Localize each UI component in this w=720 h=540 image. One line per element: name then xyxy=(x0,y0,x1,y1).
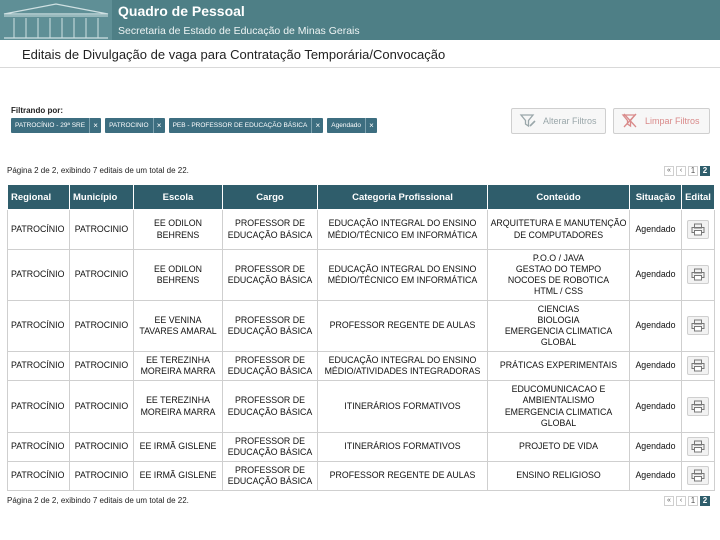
cell-conteudo: ENSINO RELIGIOSO xyxy=(488,462,630,491)
remove-filter-icon[interactable]: × xyxy=(311,118,323,133)
cell-regional: PATROCÍNIO xyxy=(8,462,70,491)
cell-categoria: EDUCAÇÃO INTEGRAL DO ENSINO MÉDIO/TÉCNICO EM INFORMÁTICA xyxy=(318,210,488,250)
cell-municipio: PATROCINIO xyxy=(70,433,134,462)
prev-page-button[interactable]: ‹ xyxy=(676,166,686,176)
cell-categoria: EDUCAÇÃO INTEGRAL DO ENSINO MÉDIO/ATIVIDADES INTEGRADORAS xyxy=(318,352,488,381)
pagination-top xyxy=(664,166,710,176)
cell-categoria: ITINERÁRIOS FORMATIVOS xyxy=(318,433,488,462)
filter-chip-label: PEB - PROFESSOR DE EDUCAÇÃO BÁSICA xyxy=(172,122,308,129)
printer-icon[interactable] xyxy=(687,437,709,456)
col-categoria[interactable]: Categoria Profissional xyxy=(318,185,488,210)
col-situacao[interactable]: Situação xyxy=(630,185,682,210)
cell-situacao: Agendado xyxy=(630,433,682,462)
printer-icon[interactable] xyxy=(687,356,709,375)
printer-icon[interactable] xyxy=(687,397,709,416)
cell-cargo: PROFESSOR DE EDUCAÇÃO BÁSICA xyxy=(223,381,318,433)
cell-edital xyxy=(682,433,715,462)
cell-cargo: PROFESSOR DE EDUCAÇÃO BÁSICA xyxy=(223,433,318,462)
cell-situacao: Agendado xyxy=(630,301,682,352)
cell-conteudo: PROJETO DE VIDA xyxy=(488,433,630,462)
cell-edital xyxy=(682,381,715,433)
page-2-button[interactable]: 2 xyxy=(700,496,710,506)
cell-cargo: PROFESSOR DE EDUCAÇÃO BÁSICA xyxy=(223,352,318,381)
cell-escola: EE VENINA TAVARES AMARAL xyxy=(134,301,223,352)
cell-edital xyxy=(682,462,715,491)
cell-regional: PATROCÍNIO xyxy=(8,210,70,250)
col-conteudo[interactable]: Conteúdo xyxy=(488,185,630,210)
first-page-button[interactable]: « xyxy=(664,166,674,176)
cell-edital xyxy=(682,250,715,301)
col-cargo[interactable]: Cargo xyxy=(223,185,318,210)
prev-page-button[interactable]: ‹ xyxy=(676,496,686,506)
cell-escola: EE IRMÃ GISLENE xyxy=(134,462,223,491)
cell-municipio: PATROCINIO xyxy=(70,301,134,352)
cell-escola: EE TEREZINHA MOREIRA MARRA xyxy=(134,381,223,433)
cell-categoria: ITINERÁRIOS FORMATIVOS xyxy=(318,381,488,433)
table-row xyxy=(8,381,715,433)
building-logo-icon xyxy=(0,0,112,40)
col-municipio[interactable]: Município xyxy=(70,185,134,210)
title-divider xyxy=(0,67,720,68)
col-regional[interactable]: Regional xyxy=(8,185,70,210)
table-row xyxy=(8,433,715,462)
cell-regional: PATROCÍNIO xyxy=(8,250,70,301)
cell-municipio: PATROCINIO xyxy=(70,250,134,301)
cell-situacao: Agendado xyxy=(630,462,682,491)
cell-municipio: PATROCINIO xyxy=(70,210,134,250)
clear-filters-button[interactable] xyxy=(613,108,710,134)
filter-chip-situacao xyxy=(327,118,377,133)
cell-escola: EE ODILON BEHRENS xyxy=(134,210,223,250)
pagination-info-bottom: Página 2 de 2, exibindo 7 editais de um total de 22. xyxy=(7,496,189,505)
page-1-button[interactable]: 1 xyxy=(688,496,698,506)
cell-situacao: Agendado xyxy=(630,381,682,433)
cell-conteudo: ARQUITETURA E MANUTENÇÃO DE COMPUTADORES xyxy=(488,210,630,250)
printer-icon[interactable] xyxy=(687,466,709,485)
filter-edit-icon xyxy=(519,112,537,130)
remove-filter-icon[interactable]: × xyxy=(153,118,165,133)
cell-edital xyxy=(682,352,715,381)
page-2-button[interactable]: 2 xyxy=(700,166,710,176)
filter-clear-icon xyxy=(621,112,639,130)
filter-chips xyxy=(11,118,377,133)
filter-chip-regional xyxy=(11,118,101,133)
cell-escola: EE ODILON BEHRENS xyxy=(134,250,223,301)
cell-categoria: PROFESSOR REGENTE DE AULAS xyxy=(318,462,488,491)
filter-chip-cargo xyxy=(169,118,324,133)
cell-cargo: PROFESSOR DE EDUCAÇÃO BÁSICA xyxy=(223,250,318,301)
cell-cargo: PROFESSOR DE EDUCAÇÃO BÁSICA xyxy=(223,301,318,352)
cell-edital xyxy=(682,301,715,352)
table-row xyxy=(8,462,715,491)
table-row xyxy=(8,301,715,352)
site-header xyxy=(0,0,720,40)
cell-regional: PATROCÍNIO xyxy=(8,381,70,433)
pagination-bottom xyxy=(664,496,710,506)
cell-conteudo: EDUCOMUNICACAO E AMBIENTALISMO EMERGENCIA CLIMATICA GLOBAL xyxy=(488,381,630,433)
cell-situacao: Agendado xyxy=(630,210,682,250)
cell-categoria: EDUCAÇÃO INTEGRAL DO ENSINO MÉDIO/TÉCNICO EM INFORMÁTICA xyxy=(318,250,488,301)
page-1-button[interactable]: 1 xyxy=(688,166,698,176)
table-header-row xyxy=(8,185,715,210)
col-escola[interactable]: Escola xyxy=(134,185,223,210)
cell-situacao: Agendado xyxy=(630,352,682,381)
col-edital: Edital xyxy=(682,185,715,210)
alter-filters-label: Alterar Filtros xyxy=(543,116,597,126)
first-page-button[interactable]: « xyxy=(664,496,674,506)
cell-cargo: PROFESSOR DE EDUCAÇÃO BÁSICA xyxy=(223,210,318,250)
table-row xyxy=(8,210,715,250)
printer-icon[interactable] xyxy=(687,316,709,335)
cell-conteudo: PRÁTICAS EXPERIMENTAIS xyxy=(488,352,630,381)
cell-municipio: PATROCINIO xyxy=(70,462,134,491)
cell-escola: EE TEREZINHA MOREIRA MARRA xyxy=(134,352,223,381)
editais-table xyxy=(7,184,715,491)
page-title: Editais de Divulgação de vaga para Contratação Temporária/Convocação xyxy=(22,47,446,62)
header-title: Quadro de Pessoal xyxy=(118,3,245,19)
filter-label: Filtrando por: xyxy=(11,106,63,115)
remove-filter-icon[interactable]: × xyxy=(89,118,101,133)
cell-cargo: PROFESSOR DE EDUCAÇÃO BÁSICA xyxy=(223,462,318,491)
cell-municipio: PATROCINIO xyxy=(70,352,134,381)
cell-regional: PATROCÍNIO xyxy=(8,433,70,462)
filter-chip-label: PATROCINIO xyxy=(109,122,149,129)
printer-icon[interactable] xyxy=(687,220,709,239)
alter-filters-button[interactable] xyxy=(511,108,606,134)
cell-municipio: PATROCINIO xyxy=(70,381,134,433)
filter-chip-label: PATROCÍNIO - 29ª SRE xyxy=(15,122,86,129)
cell-escola: EE IRMÃ GISLENE xyxy=(134,433,223,462)
cell-edital xyxy=(682,210,715,250)
pagination-info-top: Página 2 de 2, exibindo 7 editais de um total de 22. xyxy=(7,166,189,175)
cell-conteudo: P.O.O / JAVA GESTAO DO TEMPO NOCOES DE ROBOTICA HTML / CSS xyxy=(488,250,630,301)
cell-categoria: PROFESSOR REGENTE DE AULAS xyxy=(318,301,488,352)
table-row xyxy=(8,352,715,381)
filter-chip-label: Agendado xyxy=(331,122,361,129)
table-row xyxy=(8,250,715,301)
cell-conteudo: CIENCIAS BIOLOGIA EMERGENCIA CLIMATICA GLOBAL xyxy=(488,301,630,352)
header-subtitle: Secretaria de Estado de Educação de Minas Gerais xyxy=(118,25,360,37)
cell-regional: PATROCÍNIO xyxy=(8,352,70,381)
cell-situacao: Agendado xyxy=(630,250,682,301)
cell-regional: PATROCÍNIO xyxy=(8,301,70,352)
remove-filter-icon[interactable]: × xyxy=(365,118,377,133)
filter-chip-municipio xyxy=(105,118,164,133)
clear-filters-label: Limpar Filtros xyxy=(645,116,700,126)
printer-icon[interactable] xyxy=(687,265,709,284)
